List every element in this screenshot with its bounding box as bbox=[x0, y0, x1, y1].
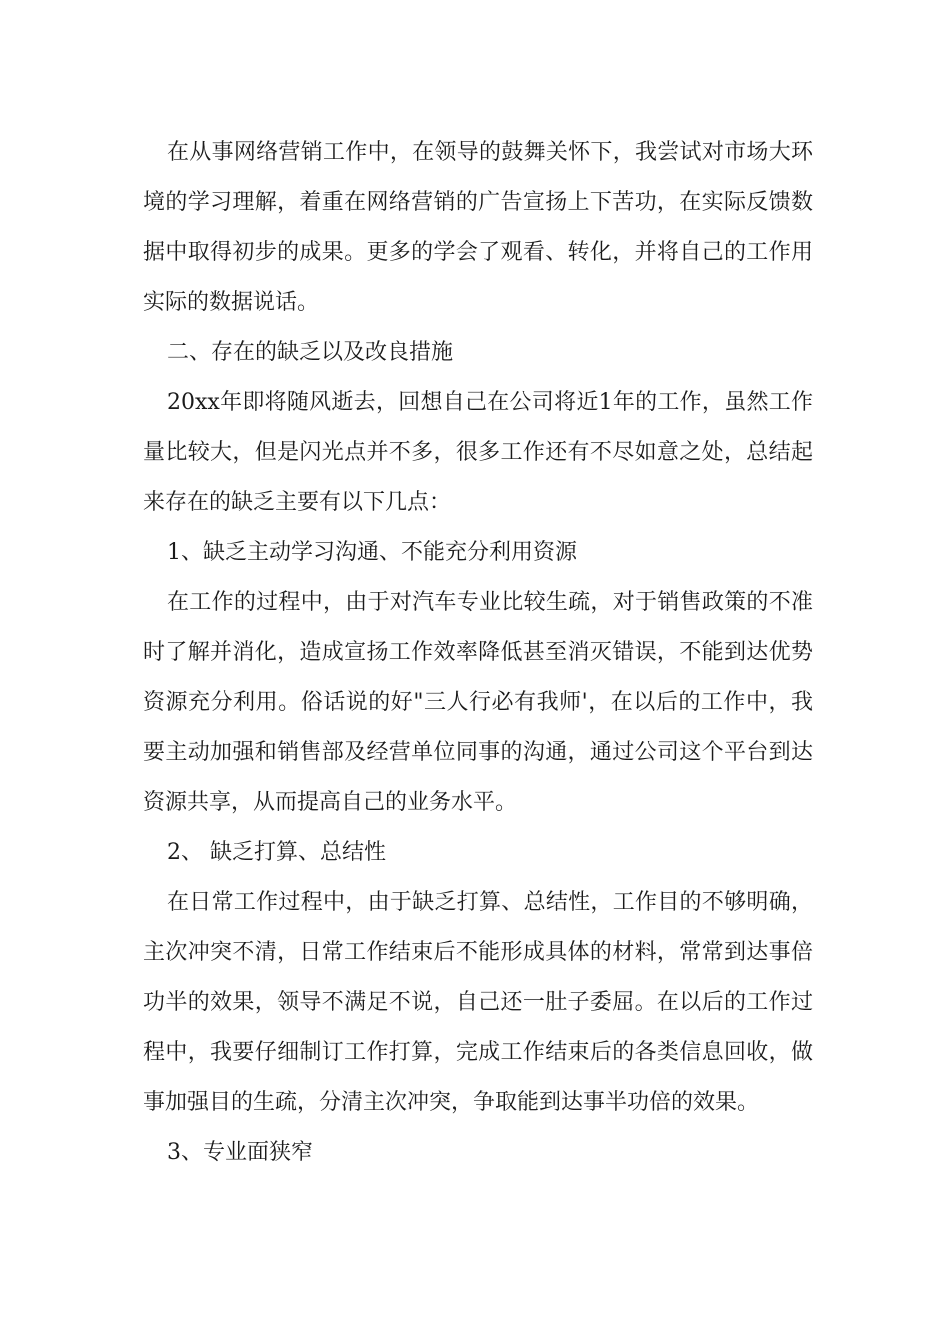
section-heading-shortcomings: 二、存在的缺乏以及改良措施 bbox=[167, 340, 454, 365]
item-heading-2: 2、 缺乏打算、总结性 bbox=[167, 840, 386, 865]
item-heading-1: 1、缺乏主动学习沟通、不能充分利用资源 bbox=[167, 540, 577, 565]
paragraph-item-2: 在日常工作过程中，由于缺乏打算、总结性，工作目的不够明确，主次冲突不清，日常工作结束后不能形成具体的材料，常常到达事倍功半的效果，领导不满足不说，自己还一肚子委屈。在以后的工作过程中，我要仔细制订工作打算，完成工作结束后的各类信息回收，做事加强目的生疏，分清主次冲突，争取能到达事半功倍的效果。 bbox=[143, 890, 813, 1115]
paragraph-year-review: 20xx年即将随风逝去，回想自己在公司将近1年的工作，虽然工作量比较大，但是闪光点并不多，很多工作还有不尽如意之处，总结起来存在的缺乏主要有以下几点： bbox=[143, 390, 813, 515]
paragraph-item-1: 在工作的过程中，由于对汽车专业比较生疏，对于销售政策的不准时了解并消化，造成宣扬工作效率降低甚至消灭错误，不能到达优势资源充分利用。俗话说的好"三人行必有我师'，在以后的工作中，我要主动加强和销售部及经营单位同事的沟通，通过公司这个平台到达资源共享，从而提高自己的业务水平。 bbox=[143, 590, 813, 815]
document-body bbox=[143, 128, 813, 1178]
paragraph-marketing-work: 在从事网络营销工作中，在领导的鼓舞关怀下，我尝试对市场大环境的学习理解，着重在网络营销的广告宣扬上下苦功，在实际反馈数据中取得初步的成果。更多的学会了观看、转化，并将自己的工作用实际的数据说话。 bbox=[143, 140, 813, 315]
item-heading-3: 3、专业面狭窄 bbox=[167, 1140, 313, 1165]
